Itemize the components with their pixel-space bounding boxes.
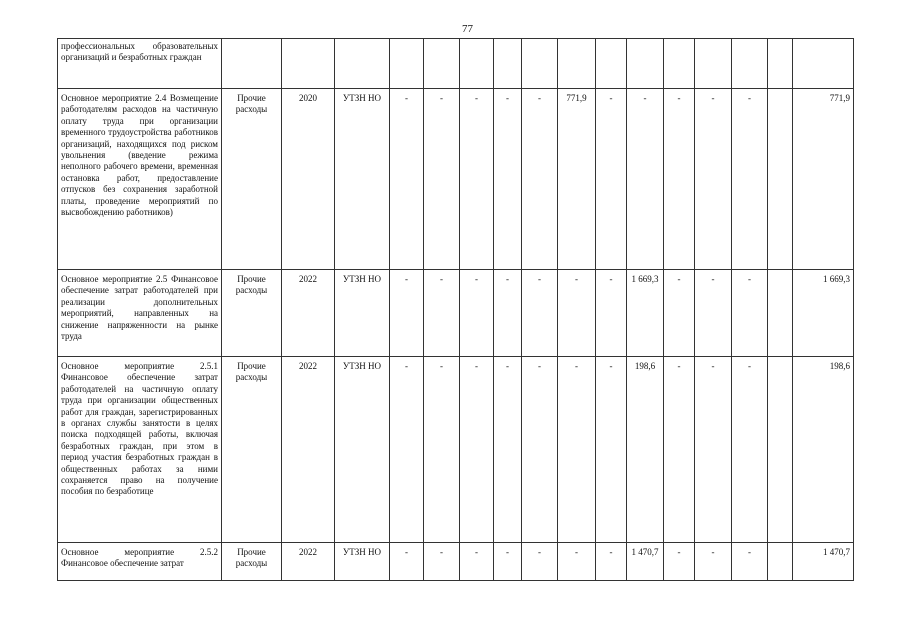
total-cell: 198,6 xyxy=(793,357,854,543)
value-cell: - xyxy=(522,89,558,270)
page-number: 77 xyxy=(462,23,473,35)
total-cell: 1 669,3 xyxy=(793,270,854,357)
value-cell xyxy=(768,357,793,543)
activity-description: Основное мероприятие 2.5.1 Финансовое обеспечение затрат работодателей на частичную оплату труда при организации общественных работ для граждан, зарегистрированных в органах службы занятости в целях поиска подходящей работы, включая безработных граждан, при этом в период участия безработных граждан в общественных работах за ними сохраняется право на получение пособия по безработице xyxy=(58,357,222,543)
program-activities-table xyxy=(57,38,854,581)
value-cell: - xyxy=(390,357,424,543)
activity-description: Основное мероприятие 2.4 Возмещение работодателям расходов на частичную оплату труда при организации временного трудоустройства работников организаций, находящихся под риском увольнения (введение режима неполного рабочего времени, временная остановка работ, предоставление отпусков без сохранения заработной платы, проведение мероприятий по высвобождению работников) xyxy=(58,89,222,270)
value-cell: - xyxy=(596,270,627,357)
table-row xyxy=(58,39,854,89)
value-cell: - xyxy=(664,357,695,543)
value-cell xyxy=(424,39,460,89)
value-cell xyxy=(522,39,558,89)
funding-source: Прочие расходы xyxy=(222,89,282,270)
value-cell: - xyxy=(732,270,768,357)
value-cell: - xyxy=(664,270,695,357)
value-cell: - xyxy=(732,89,768,270)
activity-description: Основное мероприятие 2.5.2 Финансовое обеспечение затрат xyxy=(58,543,222,581)
value-cell: - xyxy=(460,270,494,357)
value-cell: - xyxy=(695,89,732,270)
value-cell: - xyxy=(664,89,695,270)
value-cell xyxy=(596,39,627,89)
value-cell xyxy=(768,270,793,357)
table-row xyxy=(58,357,854,543)
value-cell: - xyxy=(664,543,695,581)
value-cell: - xyxy=(390,89,424,270)
year-cell: 2022 xyxy=(282,543,335,581)
value-cell: - xyxy=(558,270,596,357)
value-cell: - xyxy=(460,89,494,270)
value-cell: - xyxy=(390,270,424,357)
value-cell: 1 470,7 xyxy=(627,543,664,581)
value-cell: - xyxy=(596,357,627,543)
year-cell: 2022 xyxy=(282,357,335,543)
value-cell xyxy=(460,39,494,89)
executor-cell: УТЗН НО xyxy=(335,543,390,581)
value-cell: - xyxy=(424,543,460,581)
value-cell: - xyxy=(494,543,522,581)
value-cell: - xyxy=(695,357,732,543)
activity-description: Основное мероприятие 2.5 Финансовое обеспечение затрат работодателей при реализации дополнительных мероприятий, направленных на снижение напряженности на рынке труда xyxy=(58,270,222,357)
value-cell xyxy=(494,39,522,89)
value-cell: 198,6 xyxy=(627,357,664,543)
value-cell xyxy=(695,39,732,89)
value-cell: - xyxy=(522,270,558,357)
value-cell: - xyxy=(627,89,664,270)
value-cell: - xyxy=(558,543,596,581)
value-cell xyxy=(664,39,695,89)
year-cell: 2020 xyxy=(282,89,335,270)
funding-source: Прочие расходы xyxy=(222,543,282,581)
executor-cell xyxy=(335,39,390,89)
value-cell: - xyxy=(596,89,627,270)
table-row xyxy=(58,270,854,357)
funding-source: Прочие расходы xyxy=(222,357,282,543)
value-cell: - xyxy=(695,543,732,581)
value-cell: - xyxy=(460,357,494,543)
value-cell: - xyxy=(424,89,460,270)
value-cell: - xyxy=(522,357,558,543)
value-cell: - xyxy=(732,543,768,581)
value-cell: - xyxy=(732,357,768,543)
value-cell: - xyxy=(494,89,522,270)
value-cell xyxy=(627,39,664,89)
value-cell xyxy=(732,39,768,89)
value-cell: - xyxy=(558,357,596,543)
value-cell xyxy=(390,39,424,89)
value-cell: 771,9 xyxy=(558,89,596,270)
total-cell: 771,9 xyxy=(793,89,854,270)
year-cell: 2022 xyxy=(282,270,335,357)
table-row xyxy=(58,89,854,270)
executor-cell: УТЗН НО xyxy=(335,89,390,270)
total-cell xyxy=(793,39,854,89)
value-cell: - xyxy=(695,270,732,357)
value-cell: - xyxy=(494,357,522,543)
value-cell: - xyxy=(596,543,627,581)
table-row xyxy=(58,543,854,581)
total-cell: 1 470,7 xyxy=(793,543,854,581)
value-cell xyxy=(558,39,596,89)
value-cell: - xyxy=(494,270,522,357)
value-cell: - xyxy=(390,543,424,581)
funding-source xyxy=(222,39,282,89)
value-cell: 1 669,3 xyxy=(627,270,664,357)
value-cell: - xyxy=(424,357,460,543)
value-cell: - xyxy=(460,543,494,581)
activity-description: профессиональных образовательных организаций и безработных граждан xyxy=(58,39,222,89)
funding-source: Прочие расходы xyxy=(222,270,282,357)
year-cell xyxy=(282,39,335,89)
value-cell xyxy=(768,89,793,270)
value-cell xyxy=(768,39,793,89)
value-cell: - xyxy=(424,270,460,357)
value-cell: - xyxy=(522,543,558,581)
executor-cell: УТЗН НО xyxy=(335,270,390,357)
executor-cell: УТЗН НО xyxy=(335,357,390,543)
value-cell xyxy=(768,543,793,581)
